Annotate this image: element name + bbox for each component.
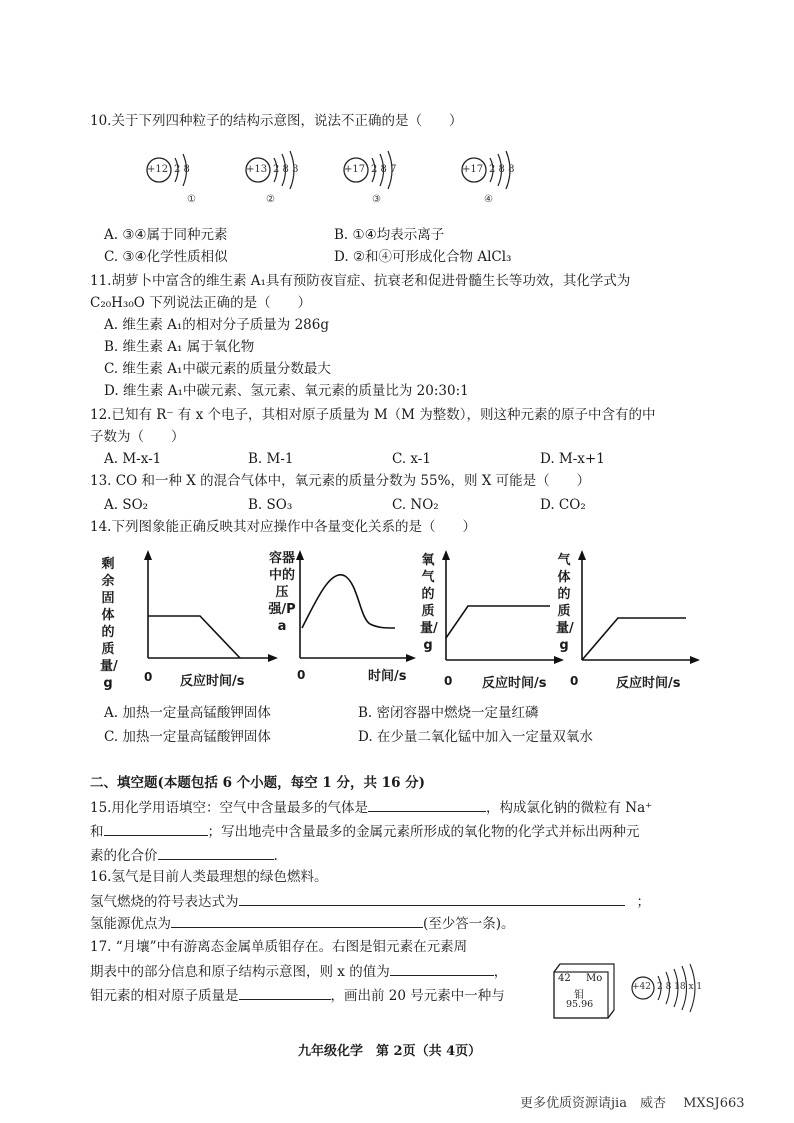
q15-text-6: . — [273, 848, 278, 864]
q17-text-3: 钼元素的相对原子质量是 — [90, 988, 239, 1004]
atom-shells: 2 8 7 — [371, 164, 397, 175]
page-footer: 九年级化学 第 2页（共 4页） — [298, 1044, 482, 1059]
q16-text-2: ； — [636, 894, 650, 910]
q17-line3 — [90, 986, 505, 1005]
q13-option-d: D. CO₂ — [540, 497, 586, 513]
atom-shells: 2 8 8 — [489, 164, 515, 175]
graph-a-origin: 0 — [144, 670, 153, 684]
q14-option-b: B. 密闭容器中燃烧一定量红磷 — [358, 705, 539, 721]
atom-label: ① — [187, 194, 196, 205]
q11-option-b: B. 维生素 A₁ 属于氧化物 — [104, 339, 255, 355]
graph-c-ylabel: 氧气的质量/g — [420, 553, 438, 653]
q15-text-3: 和 — [90, 824, 104, 840]
q13-option-a: A. SO₂ — [104, 497, 149, 513]
q15-line2 — [90, 822, 640, 841]
atom-diagram-3 — [342, 148, 422, 205]
graph-d — [556, 548, 706, 698]
graph-c — [420, 548, 574, 698]
graph-b-origin: 0 — [297, 668, 306, 682]
mo-atom-diagram — [630, 962, 740, 1022]
atom-diagram-2 — [244, 148, 324, 205]
graph-a — [100, 548, 280, 698]
q15-text-1: 15.用化学用语填空：空气中含量最多的气体是 — [90, 800, 368, 816]
mo-nucleus: +42 — [632, 982, 651, 992]
atom-nucleus: +12 — [147, 164, 169, 175]
q12-option-d: D. M-x+1 — [540, 451, 605, 467]
graph-d-origin: 0 — [570, 674, 579, 688]
q15-line3 — [90, 846, 278, 865]
q16-text-4: (至少答一条)。 — [423, 916, 515, 932]
q13-stem: 13. CO 和一种 X 的混合气体中，氧元素的质量分数为 55%，则 X 可能是（ ） — [90, 473, 591, 489]
q11-stem-line1: 11.胡萝卜中富含的维生素 A₁具有预防夜盲症、抗衰老和促进骨髓生长等功效，其化学式为 — [90, 273, 631, 289]
mo-atomic-mass: 95.96 — [566, 999, 594, 1010]
q15-blank-3[interactable] — [158, 846, 274, 860]
q14-option-a: A. 加热一定量高锰酸钾固体 — [104, 705, 271, 721]
atom-label: ② — [266, 194, 275, 205]
graph-b-ylabel: 容器中的压强/Pa — [268, 551, 296, 634]
atom-diagram-1 — [145, 148, 215, 205]
q17-text-4: ，画出前 20 号元素中一种与 — [330, 988, 505, 1004]
q12-option-c: C. x-1 — [392, 451, 431, 467]
q15-text-2: ，构成氯化钠的微粒有 Na⁺ — [485, 800, 653, 816]
q16-stem: 16.氢气是目前人类最理想的绿色燃料。 — [90, 869, 328, 885]
atom-shells: 2 8 — [174, 164, 190, 175]
mo-symbol: Mo — [586, 973, 603, 984]
atom-label: ④ — [484, 194, 493, 205]
q17-blank-2[interactable] — [239, 986, 331, 1000]
q15-text-4: ；写出地壳中含量最多的金属元素所形成的氧化物的化学式并标出两种元 — [207, 824, 640, 840]
q17-line1: 17. “月壤”中有游离态金属单质钼存在。右图是钼元素在元素周 — [90, 939, 468, 955]
element-cell-icon — [552, 962, 616, 1022]
graph-b — [270, 548, 420, 698]
q14-option-d: D. 在少量二氧化锰中加入一定量双氧水 — [358, 729, 593, 745]
graph-c-origin: 0 — [444, 674, 453, 688]
q11-option-c: C. 维生素 A₁中碳元素的质量分数最大 — [104, 361, 331, 377]
q14-stem: 14.下列图象能正确反映其对应操作中各量变化关系的是（ ） — [90, 519, 476, 535]
section-2-heading: 二、填空题(本题包括 6 个小题，每空 1 分，共 16 分) — [90, 775, 426, 791]
q12-option-a: A. M-x-1 — [104, 451, 162, 467]
q17-text-1: 期表中的部分信息和原子结构示意图，则 x 的值为 — [90, 964, 390, 980]
graph-a-xlabel: 反应时间/s — [180, 674, 245, 689]
q10-option-b: B. ①④均表示离子 — [334, 227, 445, 243]
q17-text-2: ， — [493, 964, 508, 980]
atom-nucleus: +13 — [246, 164, 268, 175]
q15-blank-1[interactable] — [368, 798, 486, 812]
q15-line1 — [90, 798, 652, 817]
q16-text-1: 氢气燃烧的符号表达式为 — [90, 894, 239, 910]
q16-line2 — [90, 914, 515, 933]
q12-stem-line1: 12.已知有 R⁻ 有 x 个电子，其相对原子质量为 M（M 为整数），则这种元素的原子中含有的中 — [90, 407, 656, 423]
q10-option-d: D. ②和④可形成化合物 AlCl₃ — [334, 249, 512, 265]
mo-shells: 2 8 18 x 1 — [657, 982, 703, 992]
q15-blank-2[interactable] — [104, 822, 208, 836]
q12-stem-line2: 子数为（ ） — [90, 429, 185, 445]
q16-text-3: 氢能源优点为 — [90, 916, 171, 932]
q10-stem: 10.关于下列四种粒子的结构示意图，说法不正确的是（ ） — [90, 113, 463, 129]
mo-name: 钼 — [574, 990, 584, 1001]
atom-nucleus: +17 — [344, 164, 366, 175]
q11-option-d: D. 维生素 A₁中碳元素、氢元素、氧元素的质量比为 20:30:1 — [104, 383, 469, 399]
graph-c-xlabel: 反应时间/s — [482, 676, 547, 691]
atom-nucleus: +17 — [462, 164, 484, 175]
q17-blank-1[interactable] — [390, 962, 494, 976]
graph-d-xlabel: 反应时间/s — [616, 676, 681, 691]
q13-option-b: B. SO₃ — [248, 497, 293, 513]
q12-option-b: B. M-1 — [248, 451, 294, 467]
q14-option-c: C. 加热一定量高锰酸钾固体 — [104, 729, 271, 745]
mo-atomic-number: 42 — [558, 973, 571, 984]
q10-option-c: C. ③④化学性质相似 — [104, 249, 228, 265]
mo-element-cell — [552, 962, 616, 1022]
q10-option-a: A. ③④属于同种元素 — [104, 227, 228, 243]
q11-stem-line2: C₂₀H₃₀O 下列说法正确的是（ ） — [90, 295, 312, 311]
graph-a-ylabel: 剩余固体的质量/g — [100, 557, 118, 691]
atom-label: ③ — [372, 194, 381, 205]
resource-note: 更多优质资源请jia 威杏 MXSJ663 — [520, 1096, 745, 1111]
q15-text-5: 素的化合价 — [90, 848, 158, 864]
q11-option-a: A. 维生素 A₁的相对分子质量为 286g — [104, 317, 329, 333]
q13-option-c: C. NO₂ — [392, 497, 439, 513]
q17-line2 — [90, 962, 507, 981]
atom-diagram-4 — [460, 148, 540, 205]
q16-blank-1[interactable] — [239, 892, 625, 906]
graph-b-xlabel: 时间/s — [368, 669, 407, 684]
q16-blank-2[interactable] — [171, 914, 423, 928]
atom-shells: 2 8 3 — [273, 164, 299, 175]
graph-d-ylabel: 气体的质量/g — [556, 553, 574, 653]
q16-line1 — [90, 892, 650, 911]
